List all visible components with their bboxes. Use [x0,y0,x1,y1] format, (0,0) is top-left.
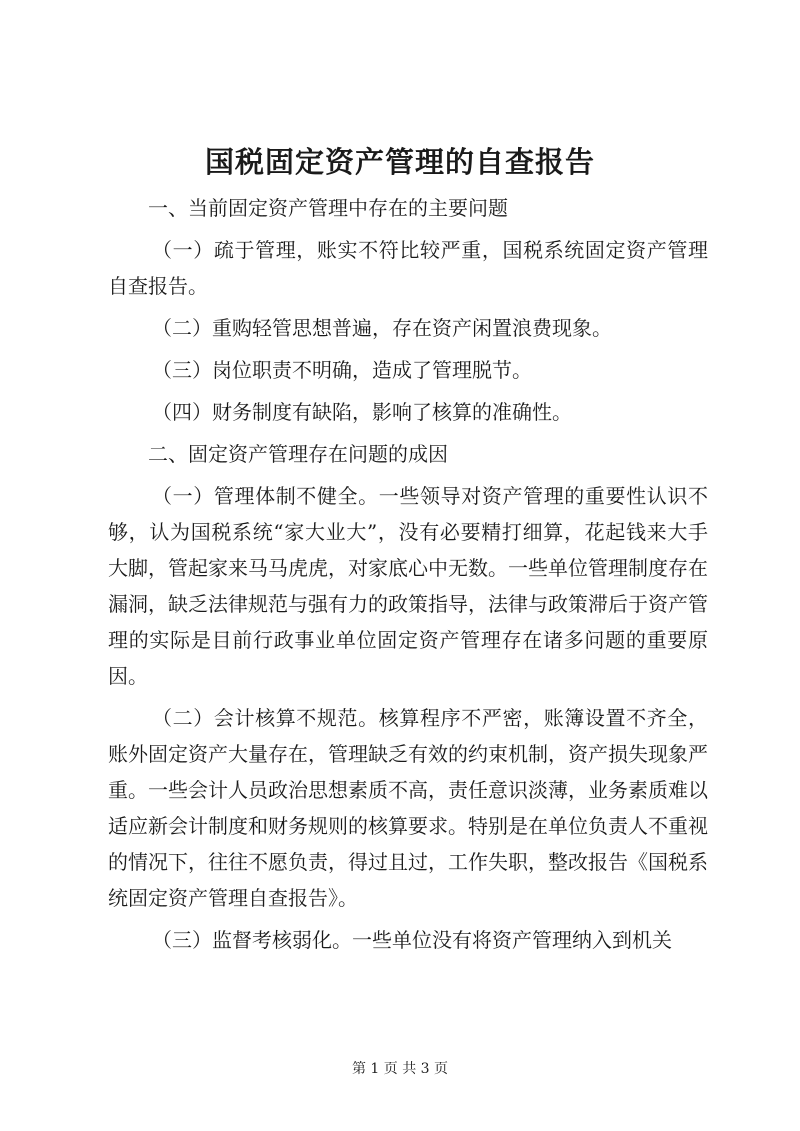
paragraph-1-4: （四）财务制度有缺陷，影响了核算的准确性。 [152,400,572,424]
document-body [108,190,708,958]
paragraph-1-3: （三）岗位职责不明确，造成了管理脱节。 [152,358,532,382]
section-heading-1: 一、当前固定资产管理中存在的主要问题 [148,196,508,220]
paragraph-1-1: （一）疏于管理，账实不符比较严重，国税系统固定资产管理自查报告。 [108,238,708,298]
section-heading-2: 二、固定资产管理存在问题的成因 [148,442,448,466]
paragraph-1-2: （二）重购轻管思想普遍，存在资产闲置浪费现象。 [152,316,612,340]
paragraph-2-3: （三）监督考核弱化。一些单位没有将资产管理纳入到机关 [152,928,672,952]
paragraph-2-2: （二）会计核算不规范。核算程序不严密，账簿设置不齐全，账外固定资产大量存在，管理缺乏有效的约束机制，资产损失现象严重。一些会计人员政治思想素质不高，责任意识淡薄，业务素质难以适应新会计制度和财务规则的核算要求。特别是在单位负责人不重视的情况下，往往不愿负责，得过且过，工作失职，整改报告《国税系统固定资产管理自查报告》。 [108,706,708,910]
document-title: 国税固定资产管理的自查报告 [204,145,595,179]
paragraph-2-1: （一）管理体制不健全。一些领导对资产管理的重要性认识不够，认为国税系统“家大业大”，没有必要精打细算，花起钱来大手大脚，管起家来马马虎虎，对家底心中无数。一些单位管理制度存在漏洞，缺乏法律规范与强有力的政策指导，法律与政策滞后于资产管理的实际是目前行政事业单位固定资产管理存在诸多问题的重要原因。 [108,484,708,688]
page-number-footer: 第 1 页 共 3 页 [351,1061,449,1077]
